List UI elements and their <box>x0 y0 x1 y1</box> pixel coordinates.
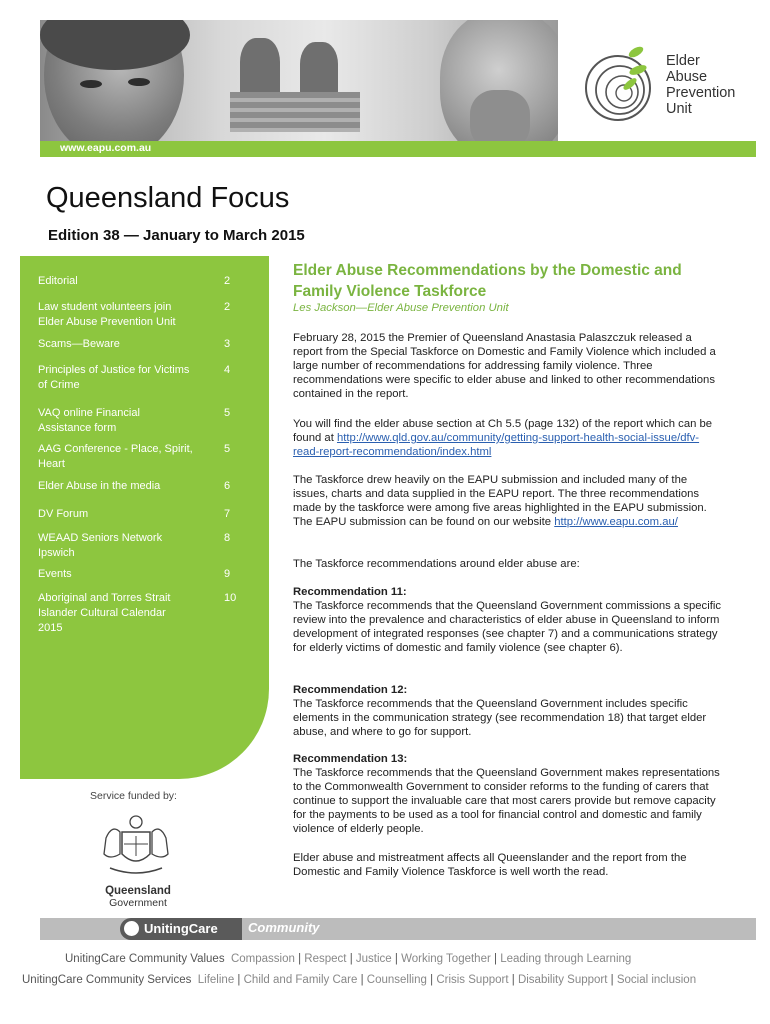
queensland-government-wordmark <box>104 885 172 909</box>
report-link[interactable]: http://www.qld.gov.au/community/getting-support-health-social-issue/dfv-read-report-recommendation/index.html <box>293 432 700 458</box>
toc-page: 8 <box>224 532 231 544</box>
toc-label: Editorial <box>38 275 78 287</box>
services-line: UnitingCare Community Services Lifeline | Child and Family Care | Counselling | Crisis Support | Disability Support | Social inclusion <box>22 974 697 986</box>
toc-page: 3 <box>224 338 231 350</box>
unitingcare-cross-icon <box>124 921 139 936</box>
recommendation-text: The Taskforce recommends that the Queensland Government commissions a specific review into the prevalence and characteristics of elder abuse in Queensland to inform development of integrated responses (see chapter 7) and a communications strategy for elderly victims of domestic and family violence (see chapter 6). <box>293 600 722 654</box>
value-item: Justice <box>355 953 392 965</box>
toc-label: Elder Abuse in the media <box>38 480 161 492</box>
toc-label: Events <box>38 568 72 580</box>
recommendation-heading: Recommendation 11: <box>293 586 407 598</box>
toc-label: DV Forum <box>38 508 89 520</box>
eapu-website-link[interactable]: http://www.eapu.com.au/ <box>554 516 678 528</box>
service-item: Crisis Support <box>436 974 509 986</box>
toc-label: AAG Conference - Place, Spirit, Heart <box>38 443 193 470</box>
recommendation-11 <box>293 585 723 655</box>
qg-line1: Queensland <box>105 885 171 897</box>
photo-eye <box>128 78 150 86</box>
photo-figure <box>300 42 338 97</box>
eapu-logo <box>578 40 758 130</box>
coat-of-arms-icon <box>92 810 180 880</box>
unitingcare-logo <box>120 918 242 940</box>
value-item: Leading through Learning <box>500 953 632 965</box>
recommendation-12 <box>293 683 723 739</box>
qg-line2: Government <box>109 897 167 909</box>
logo-line: Prevention <box>666 85 736 101</box>
toc-page: 9 <box>224 568 231 580</box>
edition-subtitle: Edition 38 — January to March 2015 <box>48 227 305 244</box>
value-item: Working Together <box>401 953 491 965</box>
logo-text <box>666 53 735 117</box>
page-title: Queensland Focus <box>46 182 290 214</box>
contents-sidebar <box>20 256 269 779</box>
logo-line: Elder <box>666 53 700 69</box>
value-item: Respect <box>304 953 347 965</box>
toc-label: Principles of Justice for Victims of Crime <box>38 364 190 391</box>
value-item: Compassion <box>230 953 295 965</box>
recommendation-heading: Recommendation 13: <box>293 753 408 765</box>
article-title: Elder Abuse Recommendations by the Domestic and Family Violence Taskforce <box>293 262 682 300</box>
service-item: Disability Support <box>517 974 608 986</box>
article-paragraph <box>293 417 723 459</box>
toc-page: 4 <box>224 364 231 376</box>
article-paragraph: The Taskforce recommendations around elder abuse are: <box>293 558 580 570</box>
photo-eye <box>80 80 102 88</box>
service-item: Social inclusion <box>616 974 697 986</box>
toc-label: Scams—Beware <box>38 338 120 350</box>
service-item: Counselling <box>366 974 427 986</box>
recommendation-text: The Taskforce recommends that the Queensland Government makes representations to the Commonwealth Government to consider reforms to the funding of carers that continue to support the invaluable care that most carers provide but remove capacity for the payments to be used as a tool for financial control and domestic and family violence of elderly people. <box>293 767 720 835</box>
values-heading: UnitingCare Community Values <box>65 953 225 965</box>
photo-figure <box>240 38 280 98</box>
unitingcare-brand: UnitingCare <box>144 921 218 936</box>
values-line: UnitingCare Community Values Compassion | Respect | Justice | Working Together | Leading through Learning <box>65 953 632 965</box>
photo-hand <box>470 90 530 142</box>
services-heading: UnitingCare Community Services <box>22 974 192 986</box>
toc-label: Aboriginal and Torres Strait Islander Cultural Calendar 2015 <box>38 592 171 634</box>
article-author: Les Jackson—Elder Abuse Prevention Unit <box>293 302 509 314</box>
toc-label: Law student volunteers join Elder Abuse Prevention Unit <box>38 301 176 328</box>
service-item: Lifeline <box>197 974 235 986</box>
toc-page: 5 <box>224 407 231 419</box>
article-paragraph: Elder abuse and mistreatment affects all Queenslander and the report from the Domestic and Family Violence Taskforce is well worth the read. <box>293 852 687 878</box>
paragraph-text: You will find the elder abuse section at Ch 5.5 (page 132) of the report which can be found at <box>293 418 713 444</box>
toc-page: 10 <box>224 592 237 604</box>
recommendation-text: The Taskforce recommends that the Queensland Government includes specific elements in the communication strategy (see recommendation 18) that target elder abuse, and where to go for support. <box>293 698 707 738</box>
toc-page: 5 <box>224 443 231 455</box>
paragraph-text: The Taskforce drew heavily on the EAPU submission and included many of the issues, charts and data supplied in the EAPU report. The three recommendations made by the taskforce were among five areas highlighted in the EAPU submission. The EAPU submission can be found on our website <box>293 474 707 528</box>
logo-line: Unit <box>666 101 692 117</box>
toc-page: 2 <box>224 275 231 287</box>
article-paragraph: February 28, 2015 the Premier of Queensland Anastasia Palaszczuk released a report from the Special Taskforce on Domestic and Family Violence which included a large number of recommendations for addressing family violence. Three recommendations were specific to elder abuse and linked to other recommendations contained in the report. <box>293 332 716 400</box>
recommendation-13 <box>293 752 723 836</box>
toc-label: VAQ online Financial Assistance form <box>38 407 140 434</box>
photo-bench <box>230 92 360 132</box>
toc-page: 6 <box>224 480 231 492</box>
article-paragraph <box>293 473 723 529</box>
toc-page: 2 <box>224 301 231 313</box>
header-photo <box>40 20 558 142</box>
url-bar <box>40 141 756 157</box>
logo-line: Abuse <box>666 69 708 85</box>
toc-page: 7 <box>224 508 231 520</box>
eapu-swirl-icon <box>578 40 664 126</box>
toc-label: WEAAD Seniors Network Ipswich <box>38 532 163 559</box>
community-label: Community <box>248 920 320 935</box>
recommendation-heading: Recommendation 12: <box>293 684 408 696</box>
funded-by-label: Service funded by: <box>90 790 177 802</box>
website-url[interactable]: www.eapu.com.au <box>60 142 152 154</box>
service-item: Child and Family Care <box>243 974 358 986</box>
